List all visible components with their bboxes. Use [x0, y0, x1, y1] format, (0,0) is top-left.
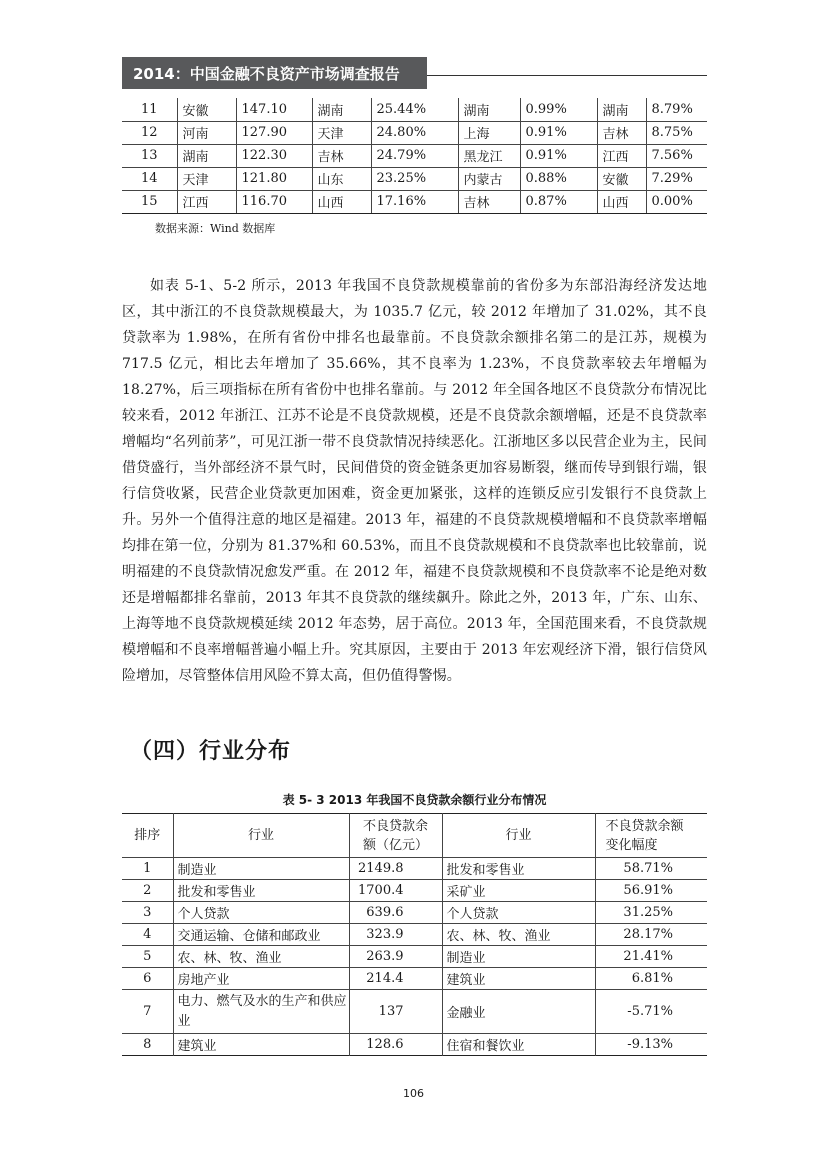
table-cell: 湖南: [177, 144, 236, 167]
table-cell: 4: [122, 924, 173, 946]
table-cell: 128.6: [349, 1034, 442, 1056]
industry-table: [122, 813, 707, 1056]
table-cell: 采矿业: [442, 880, 595, 902]
table-cell: 山西: [312, 190, 371, 213]
table-cell: 28.17%: [595, 924, 707, 946]
table-cell: 建筑业: [442, 968, 595, 990]
table-cell: 吉林: [597, 121, 646, 144]
table-cell: 24.79%: [371, 144, 458, 167]
section-heading: （四）行业分布: [130, 739, 292, 764]
table-cell: 天津: [312, 121, 371, 144]
table-cell: 7.56%: [646, 144, 707, 167]
table-cell: 122.30: [236, 144, 312, 167]
table-cell: 5: [122, 946, 173, 968]
table-cell: 个人贷款: [442, 902, 595, 924]
table-cell: 6: [122, 968, 173, 990]
table-cell: 8.79%: [646, 98, 707, 121]
body-paragraph: 如表 5-1、5-2 所示，2013 年我国不良贷款规模靠前的省份多为东部沿海经济发达地区，其中浙江的不良贷款规模最大，为 1035.7 亿元，较 2012 年增加了 31.02%，其不良贷款率为 1.98%，在所有省份中排名也最靠前。不良贷款余额排名第二的是江苏，规模为 717.5 亿元，相比去年增加了 35.66%，其不良率为 1.23%，不良贷款率较去年增幅为 18.27%，后三项指标在所有省份中也排名靠前。与 2012 年全国各地区不良贷款分布情况比较来看，2012 年浙江、江苏不论是不良贷款规模，还是不良贷款余额增幅，还是不良贷款率增幅均“名列前茅”，可见江浙一带不良贷款情况持续恶化。江浙地区多以民营企业为主，民间借贷盛行，当外部经济不景气时，民间借贷的资金链条更加容易断裂，继而传导到银行端，银行信贷收紧，民营企业贷款更加困难，资金更加紧张，这样的连锁反应引发银行不良贷款上升。另外一个值得注意的地区是福建。2013 年，福建的不良贷款规模增幅和不良贷款率增幅均排在第一位，分别为 81.37%和 60.53%，而且不良贷款规模和不良贷款率也比较靠前，说明福建的不良贷款情况愈发严重。在 2012 年，福建不良贷款规模和不良贷款率不论是绝对数还是增幅都排名靠前，2013 年其不良贷款的继续飙升。除此之外，2013 年，广东、山东、上海等地不良贷款规模延续 2012 年态势，居于高位。2013 年，全国范围来看，不良贷款规模增幅和不良率增幅普遍小幅上升。究其原因，主要由于 2013 年宏观经济下滑，银行信贷风险增加，尽管整体信用风险不算太高，但仍值得警惕。: [122, 278, 707, 684]
table-row: [122, 990, 707, 1034]
table-cell: 639.6: [349, 902, 442, 924]
table-cell: 制造业: [173, 858, 349, 880]
table-cell: 山东: [312, 167, 371, 190]
table-cell: 24.80%: [371, 121, 458, 144]
table-cell: 14: [122, 167, 177, 190]
table-cell: 21.41%: [595, 946, 707, 968]
header-balance-line2: 额（亿元）: [362, 837, 428, 853]
table-cell: 147.10: [236, 98, 312, 121]
table-row: [122, 1034, 707, 1056]
table-cell: 7.29%: [646, 167, 707, 190]
table-row: [122, 880, 707, 902]
table-cell: 23.25%: [371, 167, 458, 190]
table-cell: -9.13%: [595, 1034, 707, 1056]
table-cell: 批发和零售业: [173, 880, 349, 902]
table-header-row: [122, 814, 707, 858]
table-cell: 天津: [177, 167, 236, 190]
table-cell: 7: [122, 990, 173, 1034]
table-cell: 8: [143, 1037, 152, 1052]
table-cell: 江西: [177, 190, 236, 213]
table-cell: 制造业: [442, 946, 595, 968]
table-cell: 116.70: [236, 190, 312, 213]
table-cell: 金融业: [442, 990, 595, 1034]
table-cell: 黑龙江: [458, 144, 520, 167]
table-cell: 安徽: [597, 167, 646, 190]
header-change: [595, 814, 707, 858]
province-ranking-table: [122, 98, 707, 214]
table-cell: 吉林: [312, 144, 371, 167]
table-row: [122, 167, 707, 190]
table-cell: 2: [122, 880, 173, 902]
table-cell: 17.16%: [371, 190, 458, 213]
table-row: [122, 121, 707, 144]
table-cell: 2149.8: [349, 858, 442, 880]
table-cell: 12: [122, 121, 177, 144]
header-balance-line1: 不良贷款余: [362, 818, 428, 834]
table-row: [122, 858, 707, 880]
header-balance: [349, 814, 442, 858]
table-cell: 0.88%: [520, 167, 597, 190]
table-cell: 121.80: [236, 167, 312, 190]
table-cell: 58.71%: [595, 858, 707, 880]
table-cell: 15: [122, 190, 177, 213]
table-cell: 安徽: [177, 98, 236, 121]
table-cell: 电力、燃气及水的生产和供应业: [173, 990, 349, 1034]
table-row: [122, 98, 707, 121]
table-cell: 湖南: [458, 98, 520, 121]
table-cell: 湖南: [597, 98, 646, 121]
header-change-line1: 不良贷款余额: [605, 818, 684, 834]
table-cell: 137: [349, 990, 442, 1034]
table-cell: 6.81%: [595, 968, 707, 990]
page-number: 106: [403, 1087, 424, 1100]
header-rank: 排序: [122, 814, 173, 858]
table-cell: 214.4: [349, 968, 442, 990]
table-cell: 56.91%: [595, 880, 707, 902]
table-cell: 3: [122, 902, 173, 924]
table-row: [122, 924, 707, 946]
table-cell: 个人贷款: [173, 902, 349, 924]
table-cell: 山西: [597, 190, 646, 213]
table-cell: 13: [122, 144, 177, 167]
table-cell: 农、林、牧、渔业: [442, 924, 595, 946]
table-cell: 江西: [597, 144, 646, 167]
table-row: [122, 190, 707, 213]
table-cell: 0.00%: [646, 190, 707, 213]
table-cell: 上海: [458, 121, 520, 144]
table-cell: 批发和零售业: [442, 858, 595, 880]
table-cell: 房地产业: [173, 968, 349, 990]
table-cell: 建筑业: [173, 1034, 349, 1056]
table-cell: 交通运输、仓储和邮政业: [173, 924, 349, 946]
table-cell: 263.9: [349, 946, 442, 968]
table-cell: 0.99%: [520, 98, 597, 121]
source-note: 数据来源：Wind 数据库: [155, 222, 276, 235]
table-cell: 0.91%: [520, 144, 597, 167]
table-cell: -5.71%: [595, 990, 707, 1034]
table-cell: 吉林: [458, 190, 520, 213]
report-title: 2014：中国金融不良资产市场调查报告: [133, 65, 400, 83]
header-rule: [427, 75, 707, 76]
table-cell: 1700.4: [349, 880, 442, 902]
table-cell: 8.75%: [646, 121, 707, 144]
table-cell: 0.87%: [520, 190, 597, 213]
table-cell: 1: [122, 858, 173, 880]
table-row: [122, 144, 707, 167]
table-cell: 323.9: [349, 924, 442, 946]
table-cell: 25.44%: [371, 98, 458, 121]
table-cell: 127.90: [236, 121, 312, 144]
table-row: [122, 968, 707, 990]
table-cell: 农、林、牧、渔业: [173, 946, 349, 968]
table-row: [122, 946, 707, 968]
table-cell: 0.91%: [520, 121, 597, 144]
table-cell: 11: [122, 98, 177, 121]
table-cell: 河南: [177, 121, 236, 144]
table-cell: 内蒙古: [458, 167, 520, 190]
header-industry-1: 行业: [173, 814, 349, 858]
table-cell: 湖南: [312, 98, 371, 121]
header-change-line2: 变化幅度: [605, 837, 658, 853]
header-industry-2: 行业: [442, 814, 595, 858]
table-row: [122, 902, 707, 924]
table-cell: 31.25%: [595, 902, 707, 924]
table-caption: 表 5- 3 2013 年我国不良贷款余额行业分布情况: [282, 793, 547, 807]
table-cell: 住宿和餐饮业: [442, 1034, 595, 1056]
